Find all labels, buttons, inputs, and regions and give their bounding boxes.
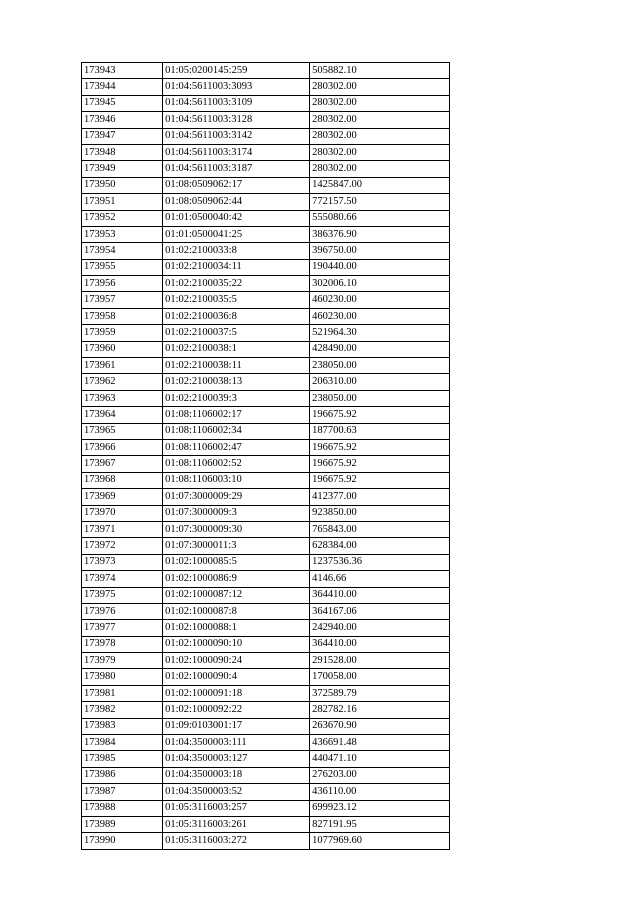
row-id-cell: 173990 [82,833,163,849]
cadastral-code-cell: 01:02:2100039:3 [163,390,310,406]
cadastral-code-cell: 01:09:0103001:17 [163,718,310,734]
row-id-cell: 173952 [82,210,163,226]
table-row [82,439,450,455]
cadastral-code-cell: 01:08:1106002:47 [163,439,310,455]
amount-cell: 772157.50 [310,194,450,210]
row-id-cell: 173947 [82,128,163,144]
amount-cell: 460230.00 [310,308,450,324]
table-row [82,341,450,357]
amount-cell: 190440.00 [310,259,450,275]
table-row [82,653,450,669]
amount-cell: 170058.00 [310,669,450,685]
cadastral-code-cell: 01:04:5611003:3128 [163,112,310,128]
amount-cell: 699923.12 [310,800,450,816]
cadastral-code-cell: 01:04:3500003:52 [163,784,310,800]
cadastral-code-cell: 01:02:2100037:5 [163,325,310,341]
cadastral-code-cell: 01:05:3116003:272 [163,833,310,849]
table-row [82,423,450,439]
cadastral-code-cell: 01:02:2100036:8 [163,308,310,324]
table-row [82,63,450,79]
row-id-cell: 173973 [82,554,163,570]
cadastral-code-cell: 01:02:1000090:24 [163,653,310,669]
amount-cell: 291528.00 [310,653,450,669]
amount-cell: 242940.00 [310,620,450,636]
table-row [82,128,450,144]
row-id-cell: 173960 [82,341,163,357]
amount-cell: 440471.10 [310,751,450,767]
cadastral-code-cell: 01:08:1106003:10 [163,472,310,488]
row-id-cell: 173987 [82,784,163,800]
amount-cell: 923850.00 [310,505,450,521]
table-row [82,210,450,226]
table-row [82,276,450,292]
amount-cell: 505882.10 [310,63,450,79]
table-row [82,702,450,718]
row-id-cell: 173983 [82,718,163,734]
amount-cell: 280302.00 [310,79,450,95]
amount-cell: 521964.30 [310,325,450,341]
table-row [82,669,450,685]
table-row [82,456,450,472]
table-row [82,521,450,537]
amount-cell: 280302.00 [310,161,450,177]
row-id-cell: 173965 [82,423,163,439]
row-id-cell: 173978 [82,636,163,652]
table-row [82,374,450,390]
cadastral-code-cell: 01:04:3500003:111 [163,735,310,751]
row-id-cell: 173981 [82,685,163,701]
amount-cell: 364167.06 [310,603,450,619]
cadastral-code-cell: 01:02:1000091:18 [163,685,310,701]
row-id-cell: 173949 [82,161,163,177]
amount-cell: 280302.00 [310,128,450,144]
row-id-cell: 173986 [82,767,163,783]
table-row [82,390,450,406]
amount-cell: 302006.10 [310,276,450,292]
cadastral-code-cell: 01:02:2100035:22 [163,276,310,292]
table-row [82,571,450,587]
amount-cell: 765843.00 [310,521,450,537]
row-id-cell: 173945 [82,95,163,111]
cadastral-code-cell: 01:02:1000090:10 [163,636,310,652]
row-id-cell: 173979 [82,653,163,669]
cadastral-code-cell: 01:02:2100038:1 [163,341,310,357]
cadastral-code-cell: 01:07:3000009:3 [163,505,310,521]
amount-cell: 386376.90 [310,226,450,242]
cadastral-code-cell: 01:07:3000011:3 [163,538,310,554]
amount-cell: 238050.00 [310,390,450,406]
table-row [82,226,450,242]
row-id-cell: 173943 [82,63,163,79]
amount-cell: 276203.00 [310,767,450,783]
amount-cell: 196675.92 [310,407,450,423]
table-row [82,685,450,701]
amount-cell: 396750.00 [310,243,450,259]
row-id-cell: 173964 [82,407,163,423]
table-body [82,63,450,850]
table-row [82,800,450,816]
row-id-cell: 173958 [82,308,163,324]
row-id-cell: 173989 [82,816,163,832]
table-row [82,636,450,652]
row-id-cell: 173968 [82,472,163,488]
table-row [82,751,450,767]
table-row [82,784,450,800]
row-id-cell: 173962 [82,374,163,390]
table-row [82,177,450,193]
row-id-cell: 173972 [82,538,163,554]
cadastral-code-cell: 01:02:1000087:8 [163,603,310,619]
cadastral-code-cell: 01:08:0509062:17 [163,177,310,193]
cadastral-code-cell: 01:07:3000009:29 [163,489,310,505]
row-id-cell: 173950 [82,177,163,193]
row-id-cell: 173985 [82,751,163,767]
amount-cell: 187700.63 [310,423,450,439]
amount-cell: 412377.00 [310,489,450,505]
cadastral-code-cell: 01:02:2100035:5 [163,292,310,308]
table-row [82,554,450,570]
cadastral-code-cell: 01:04:5611003:3093 [163,79,310,95]
row-id-cell: 173961 [82,358,163,374]
row-id-cell: 173957 [82,292,163,308]
amount-cell: 555080.66 [310,210,450,226]
cadastral-code-cell: 01:05:3116003:257 [163,800,310,816]
row-id-cell: 173971 [82,521,163,537]
amount-cell: 196675.92 [310,472,450,488]
table-row [82,243,450,259]
row-id-cell: 173980 [82,669,163,685]
cadastral-code-cell: 01:08:1106002:34 [163,423,310,439]
cadastral-code-cell: 01:04:5611003:3109 [163,95,310,111]
row-id-cell: 173988 [82,800,163,816]
table-row [82,489,450,505]
cadastral-code-cell: 01:02:1000085:5 [163,554,310,570]
row-id-cell: 173974 [82,571,163,587]
amount-cell: 372589.79 [310,685,450,701]
row-id-cell: 173982 [82,702,163,718]
amount-cell: 827191.95 [310,816,450,832]
amount-cell: 206310.00 [310,374,450,390]
amount-cell: 196675.92 [310,439,450,455]
cadastral-code-cell: 01:07:3000009:30 [163,521,310,537]
table-row [82,358,450,374]
row-id-cell: 173967 [82,456,163,472]
row-id-cell: 173984 [82,735,163,751]
row-id-cell: 173975 [82,587,163,603]
table-row [82,292,450,308]
amount-cell: 238050.00 [310,358,450,374]
table-row [82,95,450,111]
cadastral-code-cell: 01:01:0500041:25 [163,226,310,242]
cadastral-code-cell: 01:04:3500003:127 [163,751,310,767]
amount-cell: 1425847.00 [310,177,450,193]
cadastral-code-cell: 01:02:1000088:1 [163,620,310,636]
amount-cell: 280302.00 [310,144,450,160]
table-row [82,833,450,849]
table-row [82,194,450,210]
table-row [82,538,450,554]
table-row [82,718,450,734]
cadastral-code-cell: 01:04:5611003:3174 [163,144,310,160]
cadastral-code-cell: 01:08:1106002:17 [163,407,310,423]
row-id-cell: 173959 [82,325,163,341]
cadastral-code-cell: 01:02:2100038:11 [163,358,310,374]
cadastral-code-cell: 01:05:3116003:261 [163,816,310,832]
amount-cell: 282782.16 [310,702,450,718]
table-row [82,735,450,751]
amount-cell: 280302.00 [310,112,450,128]
amount-cell: 436691.48 [310,735,450,751]
cadastral-code-cell: 01:02:1000090:4 [163,669,310,685]
table-row [82,620,450,636]
cadastral-code-cell: 01:02:1000086:9 [163,571,310,587]
cadastral-code-cell: 01:08:0509062:44 [163,194,310,210]
amount-cell: 1077969.60 [310,833,450,849]
row-id-cell: 173969 [82,489,163,505]
row-id-cell: 173956 [82,276,163,292]
cadastral-code-cell: 01:04:3500003:18 [163,767,310,783]
amount-cell: 460230.00 [310,292,450,308]
data-table [81,62,450,850]
table-row [82,325,450,341]
cadastral-code-cell: 01:02:2100038:13 [163,374,310,390]
table-row [82,161,450,177]
table-row [82,144,450,160]
table-row [82,505,450,521]
cadastral-code-cell: 01:05:0200145:259 [163,63,310,79]
row-id-cell: 173963 [82,390,163,406]
cadastral-code-cell: 01:02:1000087:12 [163,587,310,603]
row-id-cell: 173976 [82,603,163,619]
row-id-cell: 173951 [82,194,163,210]
cadastral-code-cell: 01:02:2100034:11 [163,259,310,275]
table-row [82,816,450,832]
cadastral-code-cell: 01:01:0500040:42 [163,210,310,226]
amount-cell: 364410.00 [310,587,450,603]
amount-cell: 628384.00 [310,538,450,554]
row-id-cell: 173946 [82,112,163,128]
amount-cell: 428490.00 [310,341,450,357]
table-row [82,112,450,128]
cadastral-code-cell: 01:04:5611003:3187 [163,161,310,177]
table-row [82,472,450,488]
amount-cell: 364410.00 [310,636,450,652]
row-id-cell: 173954 [82,243,163,259]
row-id-cell: 173953 [82,226,163,242]
table-row [82,603,450,619]
amount-cell: 280302.00 [310,95,450,111]
table-row [82,407,450,423]
table-row [82,308,450,324]
row-id-cell: 173966 [82,439,163,455]
cadastral-code-cell: 01:04:5611003:3142 [163,128,310,144]
row-id-cell: 173948 [82,144,163,160]
amount-cell: 4146.66 [310,571,450,587]
cadastral-code-cell: 01:08:1106002:52 [163,456,310,472]
table-row [82,587,450,603]
cadastral-code-cell: 01:02:1000092:22 [163,702,310,718]
amount-cell: 436110.00 [310,784,450,800]
row-id-cell: 173970 [82,505,163,521]
table-row [82,79,450,95]
amount-cell: 263670.90 [310,718,450,734]
row-id-cell: 173955 [82,259,163,275]
cadastral-code-cell: 01:02:2100033:8 [163,243,310,259]
table-row [82,767,450,783]
row-id-cell: 173944 [82,79,163,95]
row-id-cell: 173977 [82,620,163,636]
amount-cell: 196675.92 [310,456,450,472]
amount-cell: 1237536.36 [310,554,450,570]
table-row [82,259,450,275]
